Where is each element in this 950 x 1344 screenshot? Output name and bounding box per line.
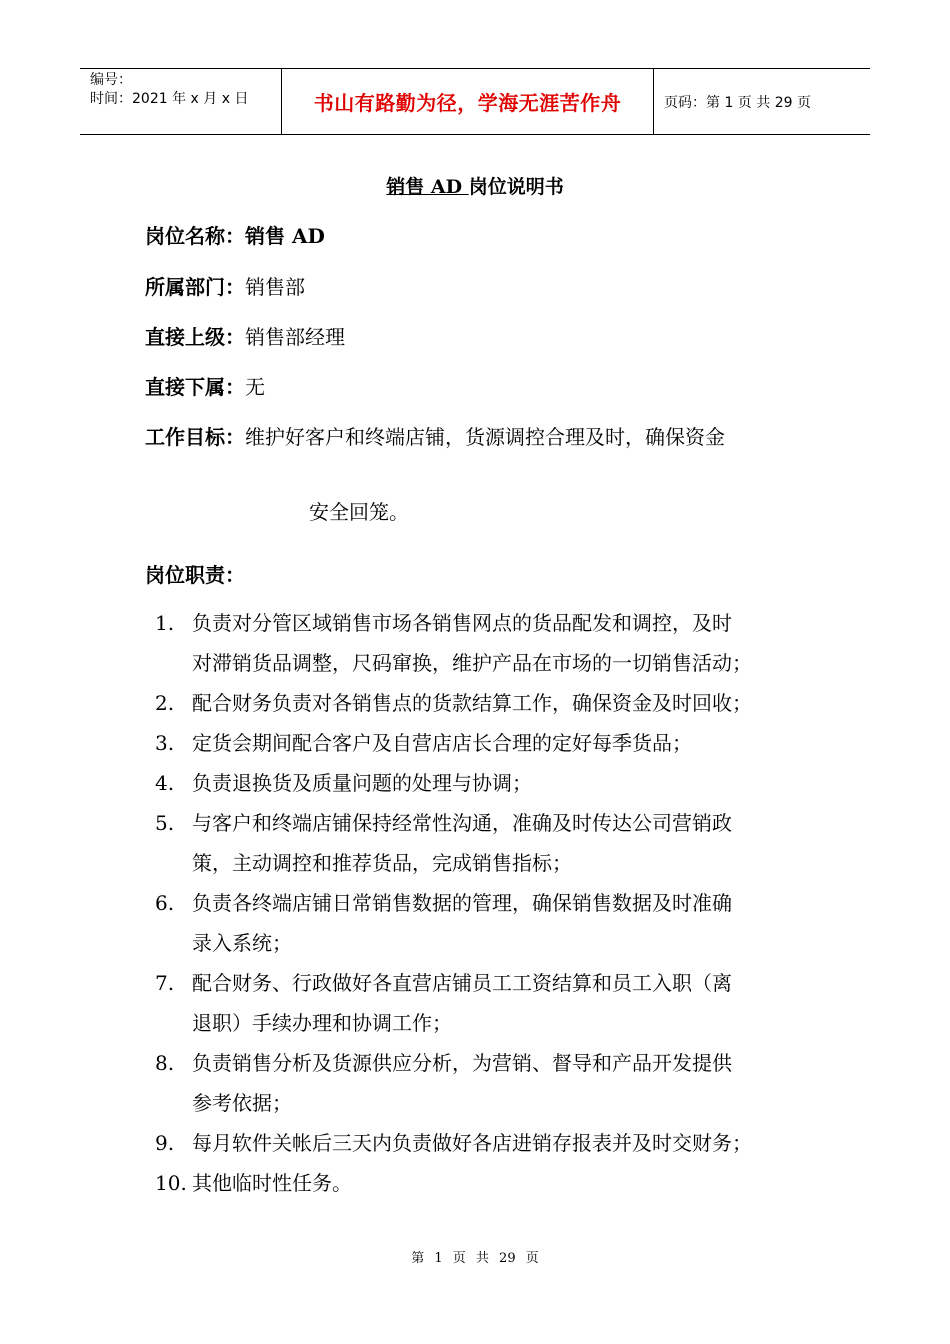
item-text: [192, 883, 815, 963]
item-text: [192, 1043, 815, 1123]
item-line: 负责各终端店铺日常销售数据的管理，确保销售数据及时准确: [192, 891, 732, 915]
item-line: 退职）手续办理和协调工作；: [192, 1011, 452, 1035]
header-page-info: 页码：第 1 页 共 29 页: [664, 94, 811, 111]
item-line: 其他临时性任务。: [192, 1171, 352, 1195]
header-meta: [80, 69, 282, 134]
item-number: 4.: [155, 771, 175, 795]
field-value: 维护好客户和终端店铺，货源调控合理及时，确保资金: [245, 425, 725, 449]
field-department: [145, 271, 305, 300]
item-line: 对滞销货品调整，尺码窜换，维护产品在市场的一切销售活动；: [192, 651, 752, 675]
item-line: 配合财务、行政做好各直营店铺员工工资结算和员工入职（离: [192, 971, 732, 995]
item-number: 3.: [155, 731, 175, 755]
page-footer: 第 1 页 共 29 页: [411, 1251, 539, 1266]
list-item: [155, 603, 815, 683]
field-label: 岗位名称：: [145, 224, 245, 248]
number-label: 编号：: [90, 72, 132, 88]
document-title: [0, 172, 950, 199]
item-text: [192, 803, 815, 883]
field-subordinates: [145, 371, 265, 400]
work-goal-continuation: 安全回笼。: [309, 500, 409, 524]
item-number: 1.: [155, 611, 175, 635]
time-label: 时间：2021 年 x 月 x 日: [90, 91, 249, 107]
item-number: 2.: [155, 691, 175, 715]
item-number: 5.: [155, 811, 175, 835]
list-item: [155, 763, 815, 803]
field-position-name: [145, 220, 325, 249]
list-item: [155, 683, 815, 723]
field-value: 无: [245, 375, 265, 399]
field-value: 销售 AD: [245, 224, 325, 248]
list-item: [155, 803, 815, 883]
list-item: [155, 723, 815, 763]
field-work-goal: [145, 421, 725, 450]
field-label: 直接下属：: [145, 375, 245, 399]
item-line: 负责销售分析及货源供应分析，为营销、督导和产品开发提供: [192, 1051, 732, 1075]
list-item: [155, 963, 815, 1043]
field-value: 销售部: [245, 275, 305, 299]
field-label: 直接上级：: [145, 325, 245, 349]
item-text: [192, 603, 815, 683]
item-text: [192, 1163, 815, 1203]
item-line: 每月软件关帐后三天内负责做好各店进销存报表并及时交财务；: [192, 1131, 752, 1155]
item-line: 定货会期间配合客户及自营店店长合理的定好每季货品；: [192, 731, 692, 755]
item-number: 10.: [155, 1171, 187, 1195]
title-rest: 岗位说明书: [468, 176, 564, 198]
item-text: [192, 723, 815, 763]
field-label: 工作目标：: [145, 425, 245, 449]
item-line: 参考依据；: [192, 1091, 292, 1115]
item-line: 负责退换货及质量问题的处理与协调；: [192, 771, 532, 795]
field-value: 销售部经理: [245, 325, 345, 349]
list-item: [155, 1043, 815, 1123]
duties-list: [155, 603, 815, 1203]
field-label: 所属部门：: [145, 275, 245, 299]
item-text: [192, 763, 815, 803]
item-number: 8.: [155, 1051, 175, 1075]
item-line: 负责对分管区域销售市场各销售网点的货品配发和调控，及时: [192, 611, 732, 635]
header-motto: 书山有路勤为径，学海无涯苦作舟: [282, 69, 654, 134]
item-number: 7.: [155, 971, 175, 995]
duties-heading: 岗位职责：: [145, 563, 245, 587]
field-supervisor: [145, 321, 345, 350]
title-underlined: 销售 AD: [386, 176, 469, 198]
list-item: [155, 1123, 815, 1163]
item-number: 9.: [155, 1131, 175, 1155]
item-text: [192, 1123, 815, 1163]
page-header: [80, 68, 870, 135]
item-text: [192, 683, 815, 723]
item-text: [192, 963, 815, 1043]
item-line: 策，主动调控和推荐货品，完成销售指标；: [192, 851, 572, 875]
item-number: 6.: [155, 891, 175, 915]
list-item: [155, 883, 815, 963]
item-line: 配合财务负责对各销售点的货款结算工作，确保资金及时回收；: [192, 691, 752, 715]
item-line: 与客户和终端店铺保持经常性沟通，准确及时传达公司营销政: [192, 811, 732, 835]
list-item: [155, 1163, 815, 1203]
item-line: 录入系统；: [192, 931, 292, 955]
